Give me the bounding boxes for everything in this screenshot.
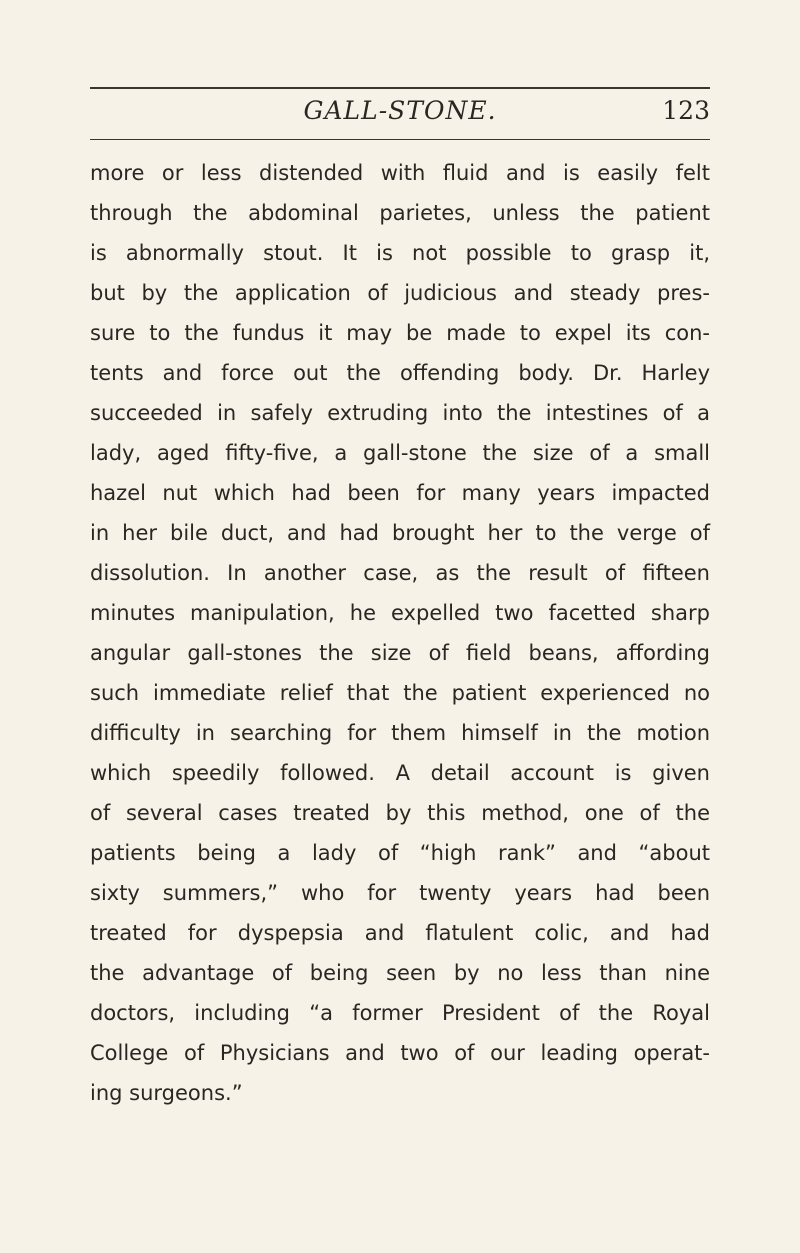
text-line: such immediate relief that the patient experienced no: [90, 681, 710, 705]
text-line: doctors, including “a former President of the Royal: [90, 1001, 710, 1025]
text-line: ing surgeons.”: [90, 1081, 243, 1105]
text-line: difficulty in searching for them himself in the motion: [90, 721, 710, 745]
text-line: is abnormally stout. It is not possible to grasp it,: [90, 241, 710, 265]
running-head: [90, 94, 710, 134]
text-line: lady, aged fifty-five, a gall-stone the size of a small: [90, 441, 710, 465]
text-line: the advantage of being seen by no less than nine: [90, 961, 710, 985]
page-number: 123: [662, 96, 710, 125]
text-line: which speedily followed. A detail account is given: [90, 761, 710, 785]
text-line: sure to the fundus it may be made to expel its con-: [90, 321, 710, 345]
text-line: treated for dyspepsia and flatulent colic, and had: [90, 921, 710, 945]
text-line: hazel nut which had been for many years impacted: [90, 481, 710, 505]
text-line: more or less distended with fluid and is easily felt: [90, 161, 710, 185]
body-paragraph: [90, 153, 710, 1113]
text-line: tents and force out the offending body. Dr. Harley: [90, 361, 710, 385]
text-line: sixty summers,” who for twenty years had been: [90, 881, 710, 905]
text-line: patients being a lady of “high rank” and “about: [90, 841, 710, 865]
text-line: succeeded in safely extruding into the intestines of a: [90, 401, 710, 425]
text-line: College of Physicians and two of our leading operat-: [90, 1041, 710, 1065]
text-line: dissolution. In another case, as the result of fifteen: [90, 561, 710, 585]
text-line: in her bile duct, and had brought her to the verge of: [90, 521, 710, 545]
header-top-rule: [90, 87, 710, 89]
text-line: through the abdominal parietes, unless the patient: [90, 201, 710, 225]
header-bottom-rule: [90, 139, 710, 140]
text-line: angular gall-stones the size of field beans, affording: [90, 641, 710, 665]
text-line: but by the application of judicious and steady pres-: [90, 281, 710, 305]
text-line: minutes manipulation, he expelled two facetted sharp: [90, 601, 710, 625]
text-line: of several cases treated by this method, one of the: [90, 801, 710, 825]
running-title: GALL-STONE.: [303, 96, 497, 125]
